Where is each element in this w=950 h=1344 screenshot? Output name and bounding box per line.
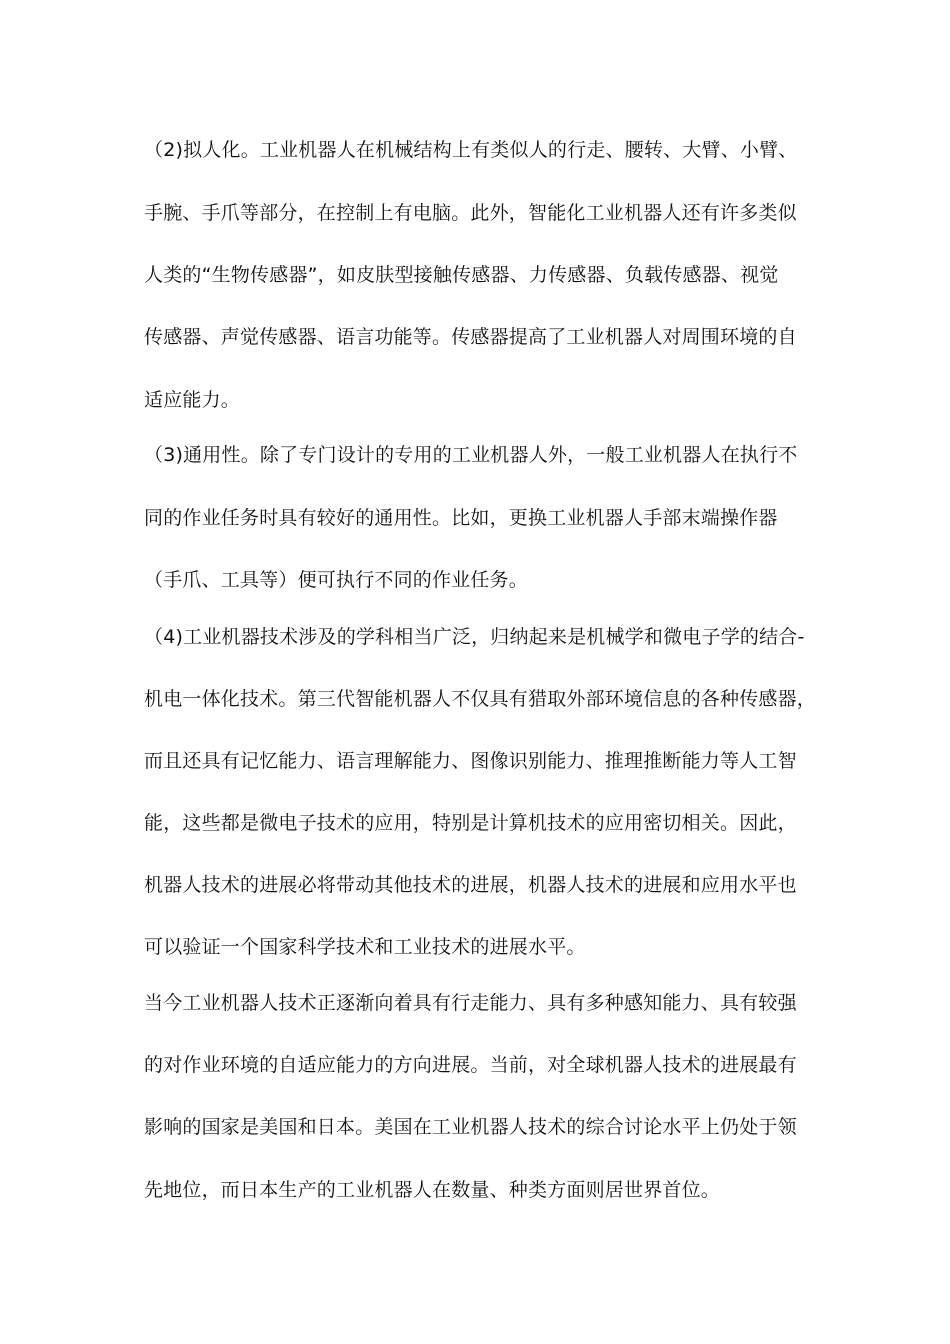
text-line: 影响的国家是美国和日本。美国在工业机器人技术的综合讨论水平上仍处于领 <box>144 1116 797 1138</box>
text-line: （2)拟人化。工业机器人在机械结构上有类似人的行走、腰转、大臂、小臂、 <box>144 139 798 161</box>
text-line: 能，这些都是微电子技术的应用，特别是计算机技术的应用密切相关。因此， <box>144 812 797 834</box>
text-line: 的对作业环境的自适应能力的方向进展。当前，对全球机器人技术的进展最有 <box>144 1054 797 1076</box>
text-line: 机电一体化技术。第三代智能机器人不仅具有猎取外部环境信息的各种传感器， <box>144 688 817 710</box>
text-line: 当今工业机器人技术正逐渐向着具有行走能力、具有多种感知能力、具有较强 <box>144 992 797 1014</box>
text-line: （手爪、工具等）便可执行不同的作业任务。 <box>144 569 529 591</box>
text-line: 传感器、声觉传感器、语言功能等。传感器提高了工业机器人对周围环境的自 <box>144 326 797 348</box>
text-line: 适应能力。 <box>144 389 241 411</box>
text-line: 人类的“生物传感器”，如皮肤型接触传感器、力传感器、负载传感器、视觉 <box>144 264 779 286</box>
text-line: （3)通用性。除了专门设计的专用的工业机器人外，一般工业机器人在执行不 <box>144 444 798 466</box>
text-line: 机器人技术的进展必将带动其他技术的进展，机器人技术的进展和应用水平也 <box>144 874 797 896</box>
text-line: 可以验证一个国家科学技术和工业技术的进展水平。 <box>144 936 586 958</box>
text-line: 先地位，而日本生产的工业机器人在数量、种类方面则居世界首位。 <box>144 1179 721 1201</box>
text-line: （4)工业机器技术涉及的学科相当广泛，归纳起来是机械学和微电子学的结合- <box>144 626 805 648</box>
text-line: 而且还具有记忆能力、语言理解能力、图像识别能力、推理推断能力等人工智 <box>144 750 797 772</box>
text-line: 同的作业任务时具有较好的通用性。比如，更换工业机器人手部末端操作器 <box>144 507 778 529</box>
text-line: 手腕、手爪等部分，在控制上有电脑。此外，智能化工业机器人还有许多类似 <box>144 202 797 224</box>
